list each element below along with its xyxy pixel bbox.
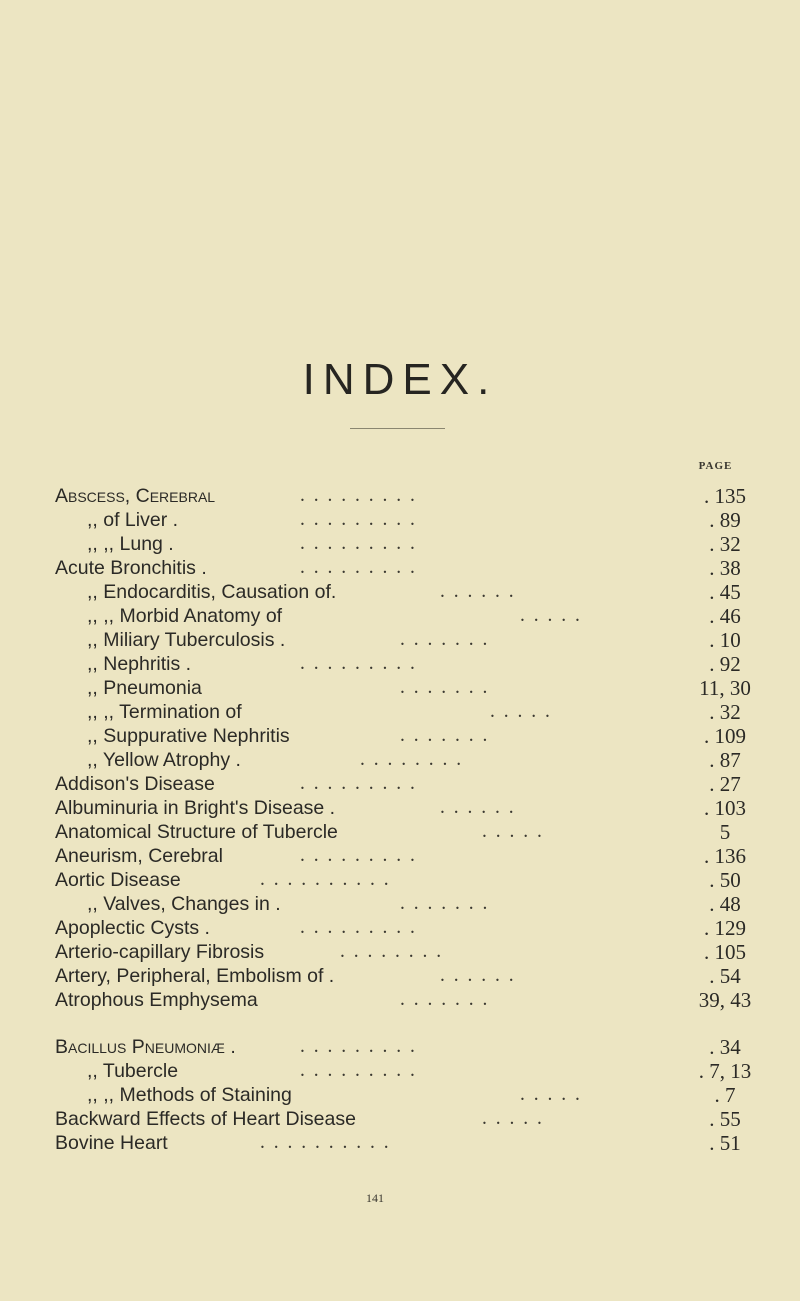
entry-page: . 92 (709, 652, 741, 676)
index-entry (0, 917, 800, 939)
leader-dots: . . . . . . . . . (300, 845, 417, 866)
index-entry (0, 821, 800, 843)
index-entry (0, 1036, 800, 1058)
entry-label: ,, Pneumonia (87, 677, 202, 699)
entry-page: . 105 (704, 940, 746, 964)
leader-dots: . . . . . . . . . (300, 485, 417, 506)
index-entry (0, 941, 800, 963)
index-entry (0, 653, 800, 675)
leader-dots: . . . . . . . (400, 629, 490, 650)
entry-label: Backward Effects of Heart Disease (55, 1108, 356, 1130)
entry-page: . 50 (709, 868, 741, 892)
entry-label: Atrophous Emphysema (55, 989, 258, 1011)
entry-page: . 55 (709, 1107, 741, 1131)
entry-label: ,, Yellow Atrophy . (87, 749, 241, 771)
leader-dots: . . . . . . . . . (300, 557, 417, 578)
entry-page: . 46 (709, 604, 741, 628)
entry-page: . 87 (709, 748, 741, 772)
index-entry (0, 869, 800, 891)
leader-dots: . . . . . . . (400, 989, 490, 1010)
entry-label: ,, Tubercle (87, 1060, 179, 1082)
entry-label: Albuminuria in Bright's Disease . (55, 797, 336, 819)
leader-dots: . . . . . (520, 605, 582, 626)
entry-label: ,, Miliary Tuberculosis . (87, 629, 286, 651)
index-entry (0, 893, 800, 915)
index-entry (0, 725, 800, 747)
entry-label: Arterio-capillary Fibrosis (55, 941, 265, 963)
entry-label: Abscess, Cerebral (55, 485, 216, 507)
index-entry (0, 749, 800, 771)
entry-label: Apoplectic Cysts . (55, 917, 210, 939)
index-entry (0, 605, 800, 627)
entry-label: ,, of Liver . (87, 509, 179, 531)
leader-dots: . . . . . . . . (360, 749, 464, 770)
index-entry (0, 1084, 800, 1106)
entry-label: Bovine Heart (55, 1132, 168, 1154)
page-number: 141 (366, 1191, 384, 1205)
entry-label: Bacillus Pneumoniæ . (55, 1036, 236, 1058)
entry-label: ,, ,, Methods of Staining (87, 1084, 292, 1106)
leader-dots: . . . . . . . . . . (260, 1132, 391, 1153)
leader-dots: . . . . . . . . . (300, 1060, 417, 1081)
leader-dots: . . . . . (482, 1108, 544, 1129)
leader-dots: . . . . . . . (400, 677, 490, 698)
entry-page: . 38 (709, 556, 741, 580)
entry-page: 5 (719, 820, 731, 844)
entry-label: Aneurism, Cerebral (55, 845, 223, 867)
entry-label: ,, Endocarditis, Causation of. (87, 581, 337, 603)
entry-label: Artery, Peripheral, Embolism of . (55, 965, 335, 987)
entry-label: Acute Bronchitis . (55, 557, 207, 579)
index-entry (0, 509, 800, 531)
leader-dots: . . . . . . (440, 965, 516, 986)
entry-page: . 32 (709, 532, 741, 556)
index-entry (0, 1060, 800, 1082)
index-entry (0, 965, 800, 987)
leader-dots: . . . . . . . . . . (260, 869, 391, 890)
entry-page: . 135 (704, 484, 746, 508)
leader-dots: . . . . . . . . . (300, 533, 417, 554)
leader-dots: . . . . . . . (400, 893, 490, 914)
leader-dots: . . . . . . . . (340, 941, 444, 962)
index-entry (0, 485, 800, 507)
entry-page: . 10 (709, 628, 741, 652)
entry-page: . 7, 13 (698, 1059, 752, 1083)
entry-label: ,, ,, Lung . (87, 533, 174, 555)
entry-page: . 32 (709, 700, 741, 724)
entry-page: . 129 (704, 916, 746, 940)
entry-page: . 34 (709, 1035, 741, 1059)
index-entry (0, 581, 800, 603)
leader-dots: . . . . . . (440, 797, 516, 818)
leader-dots: . . . . . . . . . (300, 773, 417, 794)
entry-page: . 27 (709, 772, 741, 796)
entry-page: . 45 (709, 580, 741, 604)
entry-label: ,, Nephritis . (87, 653, 192, 675)
entry-page: . 109 (704, 724, 746, 748)
index-entry (0, 1132, 800, 1154)
page-column-header: PAGE (698, 460, 733, 472)
entry-page: . 103 (704, 796, 746, 820)
index-entry (0, 989, 800, 1011)
entry-page: 11, 30 (699, 676, 751, 700)
entry-label: Addison's Disease (55, 773, 215, 795)
entry-label: Anatomical Structure of Tubercle (55, 821, 338, 843)
entry-page: . 89 (709, 508, 741, 532)
leader-dots: . . . . . . . . . (300, 917, 417, 938)
entry-page: . 48 (709, 892, 741, 916)
entry-label: ,, Suppurative Nephritis (87, 725, 290, 747)
leader-dots: . . . . . (490, 701, 552, 722)
entry-label: ,, ,, Morbid Anatomy of (87, 605, 283, 627)
index-entry (0, 701, 800, 723)
index-entry (0, 629, 800, 651)
entry-label: ,, ,, Termination of (87, 701, 242, 723)
entry-page: . 136 (704, 844, 746, 868)
index-entry (0, 845, 800, 867)
index-entry (0, 533, 800, 555)
leader-dots: . . . . . . (440, 581, 516, 602)
index-entry (0, 1108, 800, 1130)
leader-dots: . . . . . . . . . (300, 509, 417, 530)
entry-label: Aortic Disease (55, 869, 181, 891)
index-entry (0, 797, 800, 819)
index-entry (0, 677, 800, 699)
title-divider (350, 428, 445, 429)
index-entry (0, 557, 800, 579)
leader-dots: . . . . . (482, 821, 544, 842)
entry-label: ,, Valves, Changes in . (87, 893, 281, 915)
page-title: INDEX. (302, 355, 498, 404)
entry-page: . 54 (709, 964, 741, 988)
entry-page: . 51 (709, 1131, 741, 1155)
leader-dots: . . . . . . . . . (300, 1036, 417, 1057)
entry-page: 39, 43 (698, 988, 752, 1012)
leader-dots: . . . . . . . (400, 725, 490, 746)
entry-page: . 7 (714, 1083, 736, 1107)
index-entry (0, 773, 800, 795)
leader-dots: . . . . . . . . . (300, 653, 417, 674)
leader-dots: . . . . . (520, 1084, 582, 1105)
